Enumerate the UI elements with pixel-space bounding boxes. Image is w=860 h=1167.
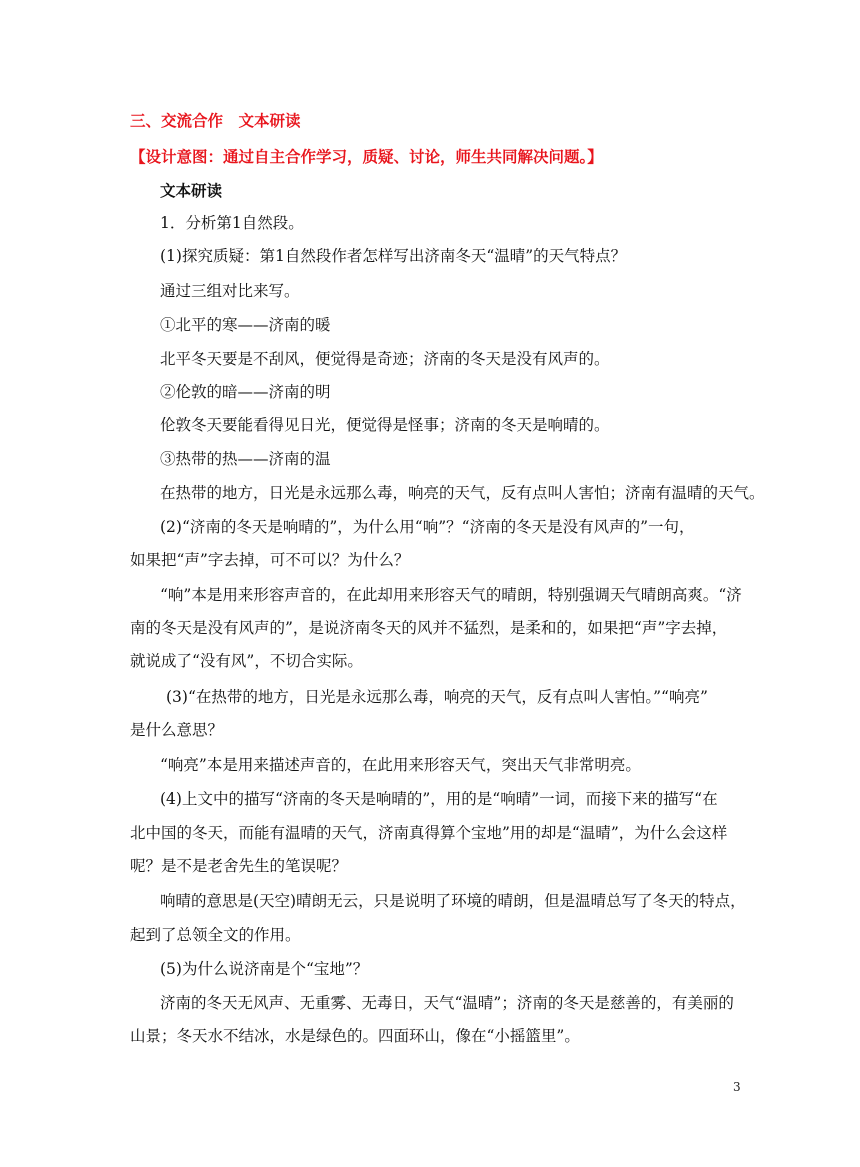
- paragraph-line: (3)“在热带的地方，日光是永远那么毒，响亮的天气，反有点叫人害怕。”“响亮”: [166, 688, 708, 706]
- paragraph-line: 1．分析第1自然段。: [160, 214, 304, 232]
- paragraph-line: 济南的冬天无风声、无重雾、无毒日，天气“温晴”；济南的冬天是慈善的，有美丽的: [160, 994, 734, 1012]
- paragraph-line: (1)探究质疑：第1自然段作者怎样写出济南冬天“温晴”的天气特点？: [160, 247, 627, 265]
- paragraph-line: 山景；冬天水不结冰，水是绿色的。四面环山，像在“小摇篮里”。: [130, 1027, 580, 1045]
- paragraph-line: 在热带的地方，日光是永远那么毒，响亮的天气，反有点叫人害怕；济南有温晴的天气。: [160, 484, 765, 502]
- design-intent: 【设计意图：通过自主合作学习，质疑、讨论，师生共同解决问题。】: [130, 147, 603, 166]
- paragraph-line: 就说成了“没有风”，不切合实际。: [130, 652, 363, 670]
- paragraph-line: (5)为什么说济南是个“宝地”？: [160, 960, 369, 978]
- paragraph-line: (2)“济南的冬天是响晴的”，为什么用“响”？“济南的冬天是没有风声的”一句，: [160, 518, 695, 536]
- paragraph-line: 南的冬天是没有风声的”，是说济南冬天的风并不猛烈，是柔和的，如果把“声”字去掉，: [130, 619, 728, 637]
- paragraph-line: 呢？是不是老舍先生的笔误呢？: [130, 857, 348, 875]
- paragraph-line: 如果把“声”字去掉，可不可以？为什么？: [130, 551, 410, 569]
- page-number: 3: [733, 1080, 741, 1094]
- paragraph-line: 伦敦冬天要能看得见日光，便觉得是怪事；济南的冬天是响晴的。: [160, 416, 610, 434]
- paragraph-line: 起到了总领全文的作用。: [130, 926, 301, 944]
- paragraph-line: “响亮”本是用来描述声音的，在此用来形容天气，突出天气非常明亮。: [160, 756, 641, 774]
- paragraph-line: 响晴的意思是(天空)晴朗无云，只是说明了环境的晴朗，但是温晴总写了冬天的特点，: [160, 892, 746, 910]
- paragraph-line: 是什么意思？: [130, 721, 224, 739]
- section-title: 三、交流合作 文本研读: [130, 111, 301, 130]
- paragraph-line: “响”本是用来形容声音的，在此却用来形容天气的晴朗，特别强调天气晴朗高爽。“济: [160, 586, 742, 604]
- paragraph-line: ②伦敦的暗——济南的明: [160, 383, 331, 401]
- paragraph-line: (4)上文中的描写“济南的冬天是响晴的”，用的是“响晴”一词，而接下来的描写“在: [160, 790, 718, 808]
- paragraph-line: ③热带的热——济南的温: [160, 450, 331, 468]
- paragraph-line: ①北平的寒——济南的暖: [160, 316, 331, 334]
- paragraph-line: 北平冬天要是不刮风，便觉得是奇迹；济南的冬天是没有风声的。: [160, 350, 610, 368]
- subheading: 文本研读: [160, 181, 223, 200]
- paragraph-line: 通过三组对比来写。: [160, 282, 300, 300]
- paragraph-line: 北中国的冬天，而能有温晴的天气，济南真得算个宝地”用的却是“温晴”，为什么会这样: [130, 824, 728, 842]
